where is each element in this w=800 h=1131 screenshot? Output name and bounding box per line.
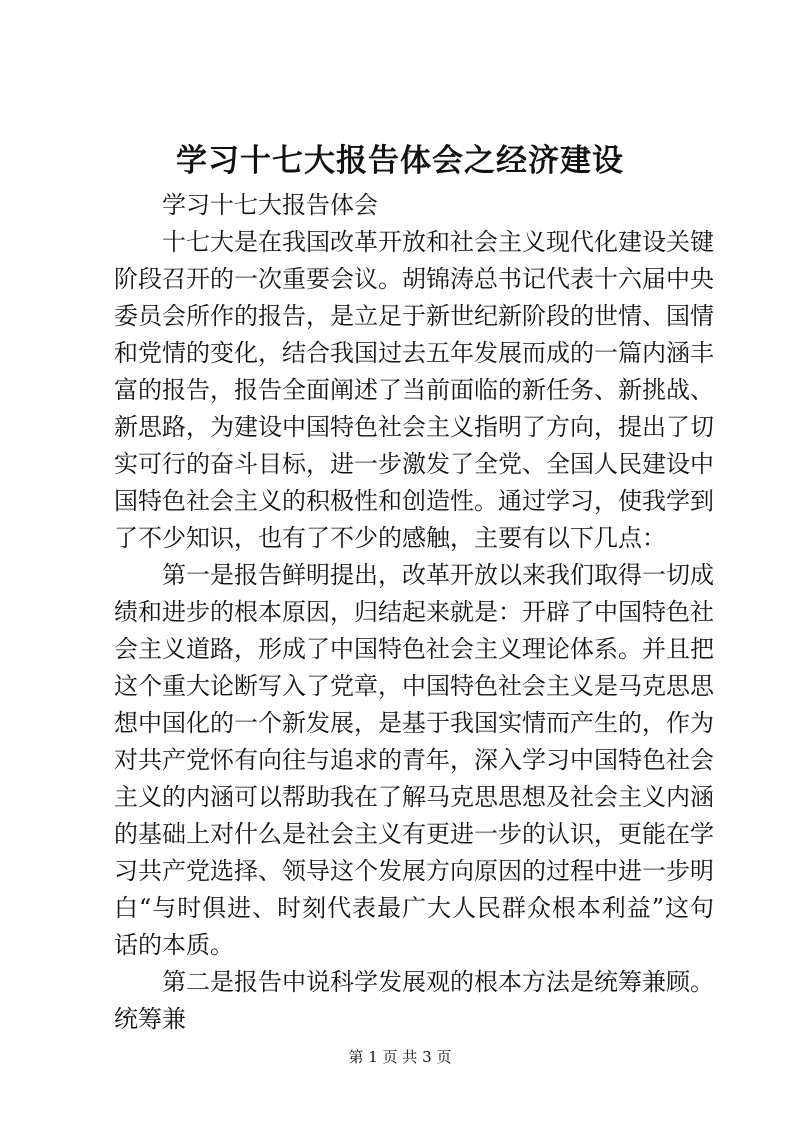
subtitle-paragraph: 学习十七大报告体会 [162, 191, 378, 219]
intro-paragraph: 十七大是在我国改革开放和社会主义现代化建设关键阶段召开的一次重要会议。胡锦涛总书记代表十六届中央委员会所作的报告，是立足于新世纪新阶段的世情、国情和党情的变化，结合我国过去五年发展而成的一篇内涵丰富的报告，报告全面阐述了当前面临的新任务、新挑战、新思路，为建设中国特色社会主义指明了方向，提出了切实可行的奋斗目标，进一步激发了全党、全国人民建设中国特色社会主义的积极性和创造性。通过学习，使我学到了不少知识，也有了不少的感触，主要有以下几点： [114, 228, 714, 552]
page-number-footer: 第 1 页 共 3 页 [348, 1048, 452, 1066]
point-one-paragraph: 第一是报告鲜明提出，改革开放以来我们取得一切成绩和进步的根本原因，归结起来就是：开辟了中国特色社会主义道路，形成了中国特色社会主义理论体系。并且把这个重大论断写入了党章，中国特色社会主义是马克思思想中国化的一个新发展，是基于我国实情而产生的，作为对共产党怀有向往与追求的青年，深入学习中国特色社会主义的内涵可以帮助我在了解马克思思想及社会主义内涵的基础上对什么是社会主义有更进一步的认识，更能在学习共产党选择、领导这个发展方向原因的过程中进一步明白“与时俱进、时刻代表最广大人民群众根本利益”这句话的本质。 [114, 561, 714, 959]
point-two-paragraph: 第二是报告中说科学发展观的根本方法是统筹兼顾。统筹兼 [114, 968, 714, 1033]
document-title: 学习十七大报告体会之经济建设 [176, 143, 624, 179]
document-body [114, 187, 714, 1038]
